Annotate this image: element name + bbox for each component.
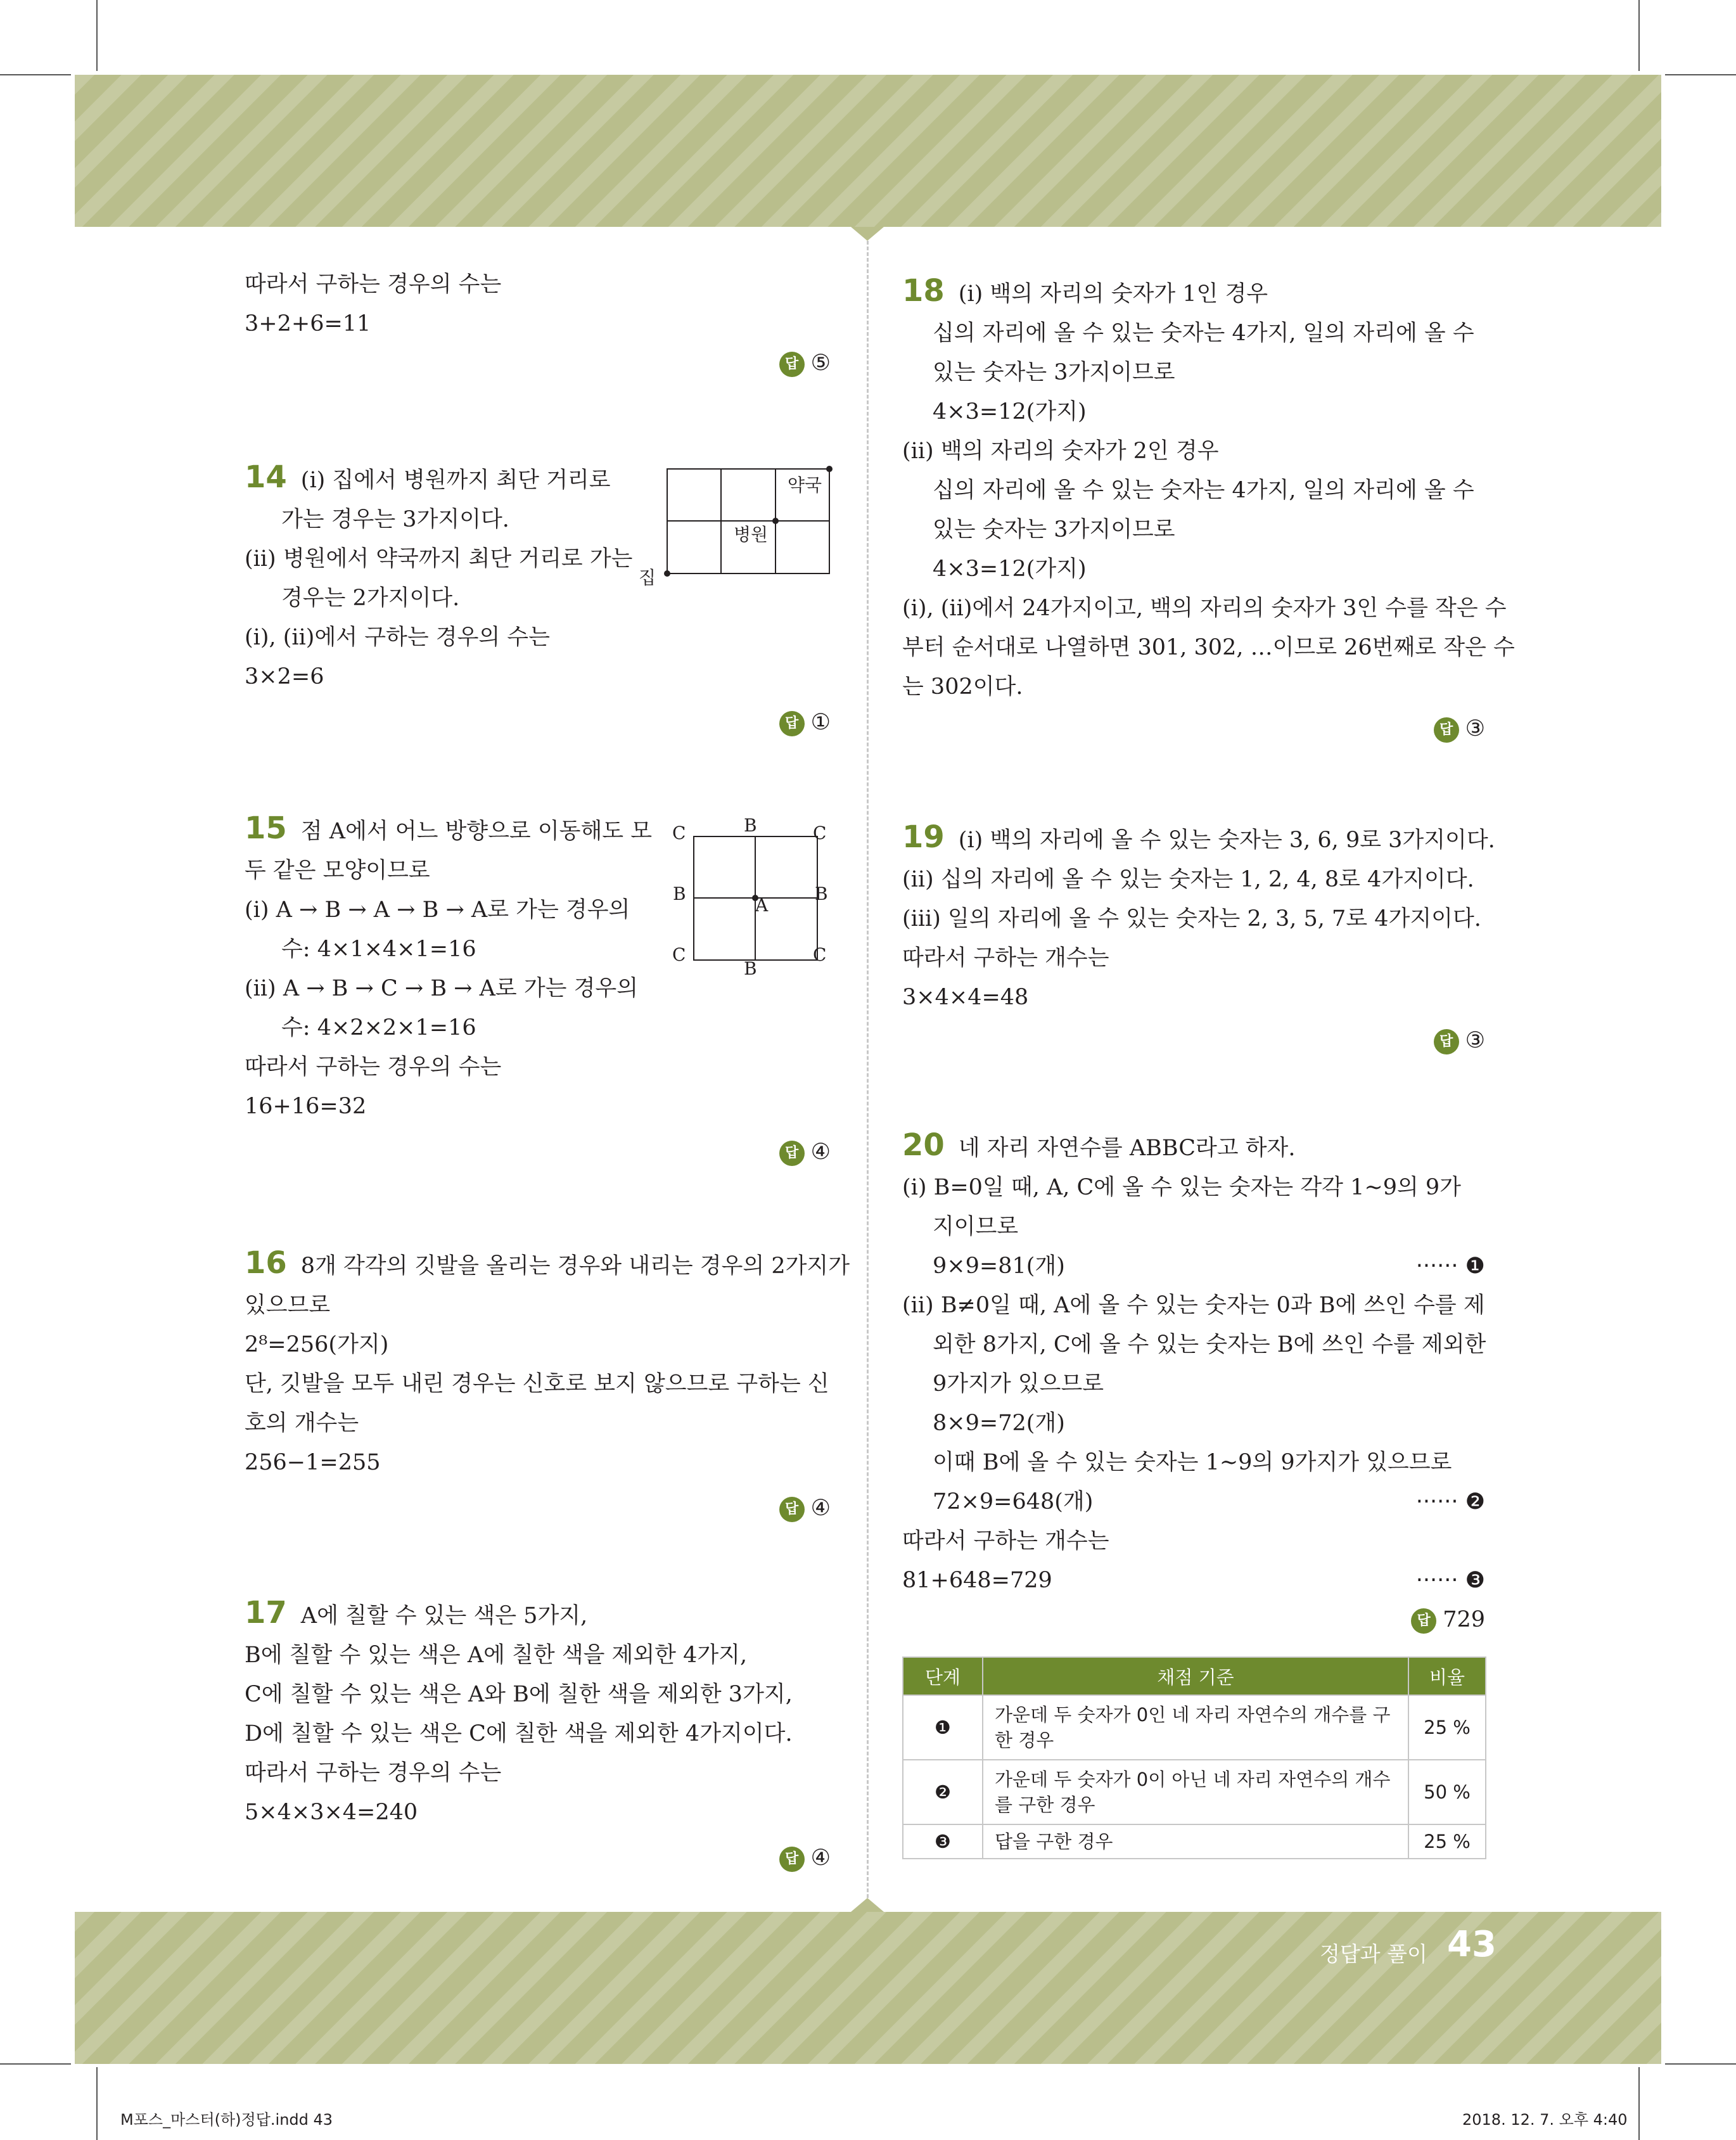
solution-line: 단, 깃발을 모두 내린 경우는 신호로 보지 않으므로 구하는 신	[245, 1371, 829, 1397]
pharmacy-label: 약국	[788, 475, 822, 496]
column-divider	[867, 241, 869, 1898]
answer-badge: 답	[779, 352, 805, 377]
abc-grid-diagram	[668, 817, 833, 976]
solution-line: C에 칠할 수 있는 색은 A와 B에 칠한 색을 제외한 3가지,	[245, 1682, 793, 1707]
answer-value: 729	[1443, 1607, 1485, 1632]
solution-line: (ⅱ) 백의 자리의 숫자가 2인 경우	[902, 439, 1219, 464]
ratio-cell: 25 %	[1408, 1695, 1486, 1760]
answer-badge: 답	[779, 1497, 805, 1522]
answer-row	[902, 709, 1485, 748]
answer-row	[245, 1132, 831, 1172]
answer-badge: 답	[1411, 1608, 1436, 1634]
step-marker: ······ ❶	[1415, 1253, 1485, 1279]
solution-line: 는 302이다.	[902, 674, 1023, 700]
solution-line: (ⅱ) 십의 자리에 올 수 있는 숫자는 1, 2, 4, 8로 4가지이다.	[902, 867, 1474, 892]
question-number: 17	[245, 1595, 287, 1631]
crop-mark	[0, 74, 71, 75]
footer-band	[75, 1912, 1661, 2064]
ratio-cell: 50 %	[1408, 1760, 1486, 1824]
answer-badge: 답	[1434, 717, 1459, 743]
question-number: 14	[245, 459, 287, 495]
table-row	[903, 1824, 1486, 1859]
crop-mark	[1638, 2067, 1640, 2140]
solution-line: (ⅰ) 집에서 병원까지 최단 거리로	[300, 468, 611, 493]
answer-badge: 답	[779, 711, 805, 736]
solution-line: 따라서 구하는 개수는	[902, 1528, 1109, 1554]
answer-value: ①	[810, 710, 831, 735]
q14-route-grid-figure	[634, 463, 843, 589]
answer-row	[245, 1489, 831, 1528]
edge-label: B	[815, 883, 828, 904]
solution-line: 3×4×4=48	[902, 985, 1029, 1010]
answer-value: ④	[810, 1496, 831, 1521]
solution-line: 3×2=6	[245, 664, 324, 689]
solution-line: (ⅰ), (ⅱ)에서 24가지이고, 백의 자리의 숫자가 3인 수를 작은 수	[902, 596, 1507, 621]
corner-label: C	[672, 944, 686, 965]
solution-line: A에 칠할 수 있는 색은 5가지,	[300, 1603, 588, 1629]
solution-line: 십의 자리에 올 수 있는 숫자는 4가지, 일의 자리에 올 수	[933, 321, 1474, 346]
answer-value: ⑤	[810, 350, 831, 376]
corner-label: C	[672, 823, 686, 843]
answer-badge: 답	[779, 1141, 805, 1166]
q20-solution	[902, 1125, 1485, 1639]
table-header-row	[903, 1657, 1486, 1695]
question-number: 19	[902, 819, 945, 855]
solution-line: 두 같은 모양이므로	[245, 858, 430, 883]
solution-line: (ⅰ) 백의 자리의 숫자가 1인 경우	[958, 281, 1268, 307]
print-slug-left: M포스_마스터(하)정답.indd 43	[120, 2111, 333, 2129]
answer-row	[245, 343, 831, 383]
column-header: 비율	[1408, 1657, 1486, 1695]
column-header: 채점 기준	[983, 1657, 1408, 1695]
print-slug-right: 2018. 12. 7. 오후 4:40	[1462, 2111, 1628, 2129]
solution-line: 호의 개수는	[245, 1411, 359, 1436]
answer-row	[245, 1838, 831, 1878]
crop-mark	[1665, 74, 1736, 75]
solution-line: D에 칠할 수 있는 색은 C에 칠한 색을 제외한 4가지이다.	[245, 1721, 793, 1746]
crop-mark	[96, 0, 98, 71]
answer-row	[902, 1600, 1485, 1639]
answer-badge: 답	[1434, 1029, 1459, 1054]
solution-line: 점 A에서 어느 방향으로 이동해도 모	[300, 819, 653, 844]
question-number: 18	[902, 273, 945, 309]
q13-solution	[245, 265, 831, 383]
footer-label: 정답과 풀이	[1320, 1942, 1427, 1966]
solution-line: 2⁸=256(가지)	[245, 1332, 389, 1357]
solution-line: 9가지가 있으므로	[933, 1371, 1104, 1397]
solution-line: (ⅱ) 병원에서 약국까지 최단 거리로 가는	[245, 546, 633, 572]
step-marker: ······ ❸	[1415, 1568, 1485, 1593]
solution-line: 부터 순서대로 나열하면 301, 302, …이므로 26번째로 작은 수	[902, 635, 1515, 660]
question-number: 16	[245, 1245, 287, 1281]
q15-grid-figure	[668, 815, 833, 979]
solution-line: B에 칠할 수 있는 색은 A에 칠한 색을 제외한 4가지,	[245, 1643, 748, 1668]
question-number: 15	[245, 811, 287, 846]
solution-line: 따라서 구하는 개수는	[902, 945, 1109, 971]
header-notch	[851, 227, 884, 241]
solution-line: 9×9=81(개)	[933, 1253, 1065, 1279]
solution-line: 8개 각각의 깃발을 올리는 경우와 내리는 경우의 2가지가	[300, 1253, 850, 1279]
corner-label: C	[813, 823, 827, 843]
crop-mark	[96, 2067, 98, 2140]
answer-row	[902, 1021, 1485, 1060]
solution-line: 수: 4×2×2×1=16	[281, 1015, 476, 1041]
solution-line: 5×4×3×4=240	[245, 1800, 418, 1825]
solution-line: 있는 숫자는 3가지이므로	[933, 360, 1175, 385]
step-cell: ❷	[903, 1760, 983, 1824]
hospital-label: 병원	[734, 524, 769, 545]
step-cell: ❸	[903, 1824, 983, 1859]
solution-line: (ⅰ), (ⅱ)에서 구하는 경우의 수는	[245, 625, 550, 650]
solution-line: 십의 자리에 올 수 있는 숫자는 4가지, 일의 자리에 올 수	[933, 478, 1474, 503]
edge-label: B	[673, 883, 686, 904]
solution-line: (ⅰ) A → B → A → B → A로 가는 경우의	[245, 897, 630, 923]
footer-notch	[851, 1898, 884, 1912]
solution-line: 4×3=12(가지)	[933, 399, 1087, 425]
solution-line: (ⅰ) 백의 자리에 올 수 있는 숫자는 3, 6, 9로 3가지이다.	[958, 828, 1495, 853]
question-number: 20	[902, 1127, 945, 1163]
solution-line: (ⅲ) 일의 자리에 올 수 있는 숫자는 2, 3, 5, 7로 4가지이다.	[902, 906, 1481, 932]
step-marker: ······ ❷	[1415, 1489, 1485, 1515]
step-cell: ❶	[903, 1695, 983, 1760]
q19-solution	[902, 817, 1495, 1060]
solution-line: 가는 경우는 3가지이다.	[281, 507, 509, 532]
solution-line: 16+16=32	[245, 1094, 367, 1119]
crop-mark	[1638, 0, 1640, 71]
home-label: 집	[639, 567, 656, 588]
table-row	[903, 1760, 1486, 1824]
solution-line: 4×3=12(가지)	[933, 556, 1087, 582]
q16-solution	[245, 1243, 850, 1528]
criteria-cell: 답을 구한 경우	[983, 1824, 1408, 1859]
solution-line: 8×9=72(개)	[933, 1411, 1065, 1436]
solution-line: (ⅱ) A → B → C → B → A로 가는 경우의	[245, 976, 639, 1001]
criteria-cell: 가운데 두 숫자가 0인 네 자리 자연수의 개수를 구한 경우	[983, 1695, 1408, 1760]
answer-row	[245, 703, 831, 742]
answer-badge: 답	[779, 1847, 805, 1872]
solution-line: 81+648=729	[902, 1568, 1052, 1593]
solution-line: 따라서 구하는 경우의 수는	[245, 1054, 502, 1080]
page-number: 43	[1447, 1924, 1497, 1965]
answer-value: ④	[810, 1139, 831, 1165]
solution-line: 네 자리 자연수를 ABBC라고 하자.	[958, 1136, 1296, 1161]
solution-line: 따라서 구하는 경우의 수는	[245, 1760, 502, 1786]
solution-line: 있는 숫자는 3가지이므로	[933, 517, 1175, 542]
solution-line: 256−1=255	[245, 1450, 381, 1475]
answer-value: ③	[1465, 1028, 1485, 1053]
solution-line: 지이므로	[933, 1214, 1019, 1240]
solution-line: 이때 B에 올 수 있는 숫자는 1~9의 9가지가 있으므로	[933, 1450, 1452, 1475]
table-row	[903, 1695, 1486, 1760]
solution-line: 있으므로	[245, 1293, 331, 1318]
q17-solution	[245, 1593, 831, 1878]
solution-line: (ⅰ) B=0일 때, A, C에 올 수 있는 숫자는 각각 1~9의 9가	[902, 1175, 1461, 1200]
solution-line: 수: 4×1×4×1=16	[281, 937, 476, 962]
answer-value: ③	[1465, 716, 1485, 741]
center-label: A	[755, 895, 769, 916]
scoring-table	[902, 1656, 1486, 1859]
solution-line: 따라서 구하는 경우의 수는	[245, 272, 502, 297]
edge-label: B	[744, 815, 757, 836]
solution-line: (ⅱ) B≠0일 때, A에 올 수 있는 숫자는 0과 B에 쓰인 수를 제	[902, 1293, 1485, 1318]
crop-mark	[1665, 2063, 1736, 2065]
solution-line: 외한 8가지, C에 올 수 있는 숫자는 B에 쓰인 수를 제외한	[933, 1332, 1486, 1357]
ratio-cell: 25 %	[1408, 1824, 1486, 1859]
q18-solution	[902, 271, 1515, 748]
solution-line: 3+2+6=11	[245, 311, 371, 336]
solution-line: 경우는 2가지이다.	[281, 586, 460, 611]
answer-value: ④	[810, 1845, 831, 1871]
criteria-cell: 가운데 두 숫자가 0이 아닌 네 자리 자연수의 개수를 구한 경우	[983, 1760, 1408, 1824]
crop-mark	[0, 2063, 71, 2065]
header-band	[75, 75, 1661, 227]
solution-line: 72×9=648(개)	[933, 1489, 1094, 1515]
edge-label: B	[744, 958, 757, 979]
column-header: 단계	[903, 1657, 983, 1695]
corner-label: C	[813, 944, 827, 965]
